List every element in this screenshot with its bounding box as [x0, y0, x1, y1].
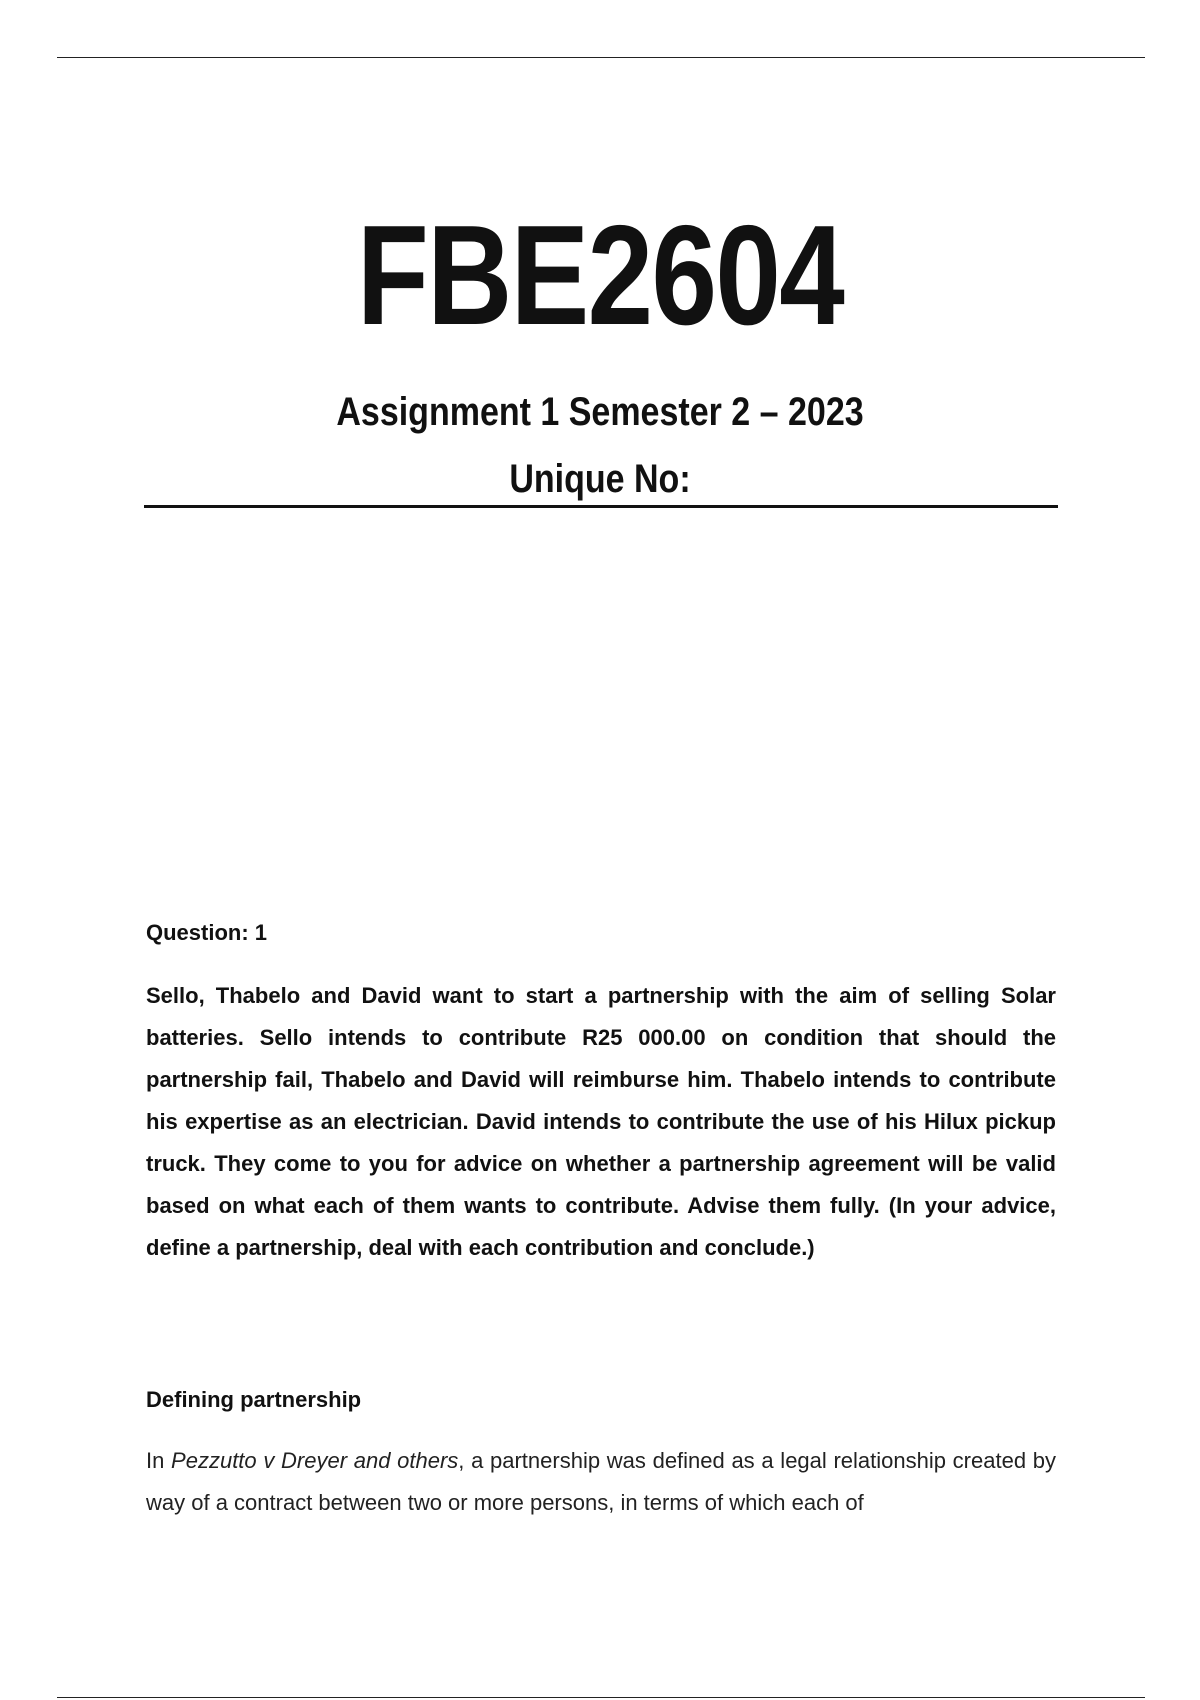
bottom-rule	[57, 1697, 1145, 1698]
unique-no-label: Unique No:	[509, 457, 691, 501]
course-code-title: FBE2604	[356, 196, 844, 355]
paragraph-rest: , a partnership was defined as a legal relationship created by way of a contract between two or more persons, in terms of which each of	[146, 1448, 1056, 1515]
body-paragraph	[146, 1440, 1056, 1524]
section-heading: Defining partnership	[146, 1387, 362, 1412]
case-name: Pezzutto v Dreyer and others	[171, 1448, 459, 1473]
title-underline	[144, 505, 1058, 508]
question-text: Sello, Thabelo and David want to start a partnership with the aim of selling Solar batteries. Sello intends to contribute R25 000.00 on condition that should the partnership fail, Thabelo and David will reimburse him. Thabelo intends to contribute his expertise as an electrician. David intends to contribute the use of his Hilux pickup truck. They come to you for advice on whether a partnership agreement will be valid based on what each of them wants to contribute. Advise them fully. (In your advice, define a partnership, deal with each contribution and conclude.)	[146, 983, 1056, 1260]
question-label: Question: 1	[146, 920, 268, 945]
top-rule	[57, 57, 1145, 58]
paragraph-prefix: In	[146, 1448, 172, 1473]
assignment-title: Assignment 1 Semester 2 – 2023	[336, 390, 864, 434]
